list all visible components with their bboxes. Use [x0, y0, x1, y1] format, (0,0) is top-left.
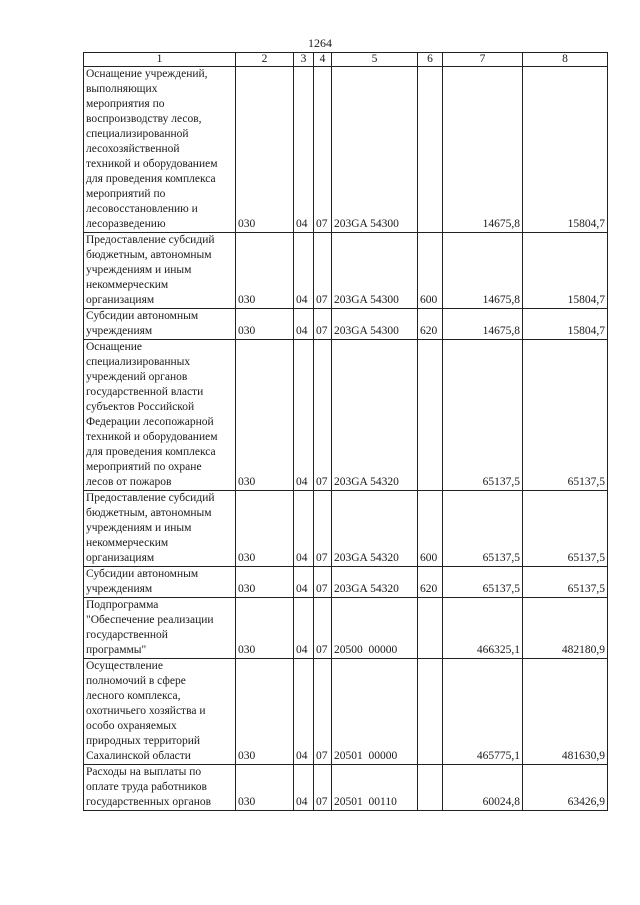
description-line: Субсидии автономным [86, 310, 199, 322]
header-col-3: 3 [294, 53, 314, 67]
description-line: бюджетным, автономным [86, 249, 212, 261]
description-line: бюджетным, автономным [86, 507, 212, 519]
amount-year-2: 15804,7 [523, 309, 608, 340]
amount-year-1: 14675,8 [443, 309, 523, 340]
description-line: учреждениям [86, 583, 153, 595]
target-article-code: 20501 00110 [332, 765, 418, 811]
description-line: лесовосстановлению и [86, 203, 198, 215]
amount-year-1: 466325,1 [443, 598, 523, 659]
target-article-code: 20501 00000 [332, 659, 418, 765]
row-description [84, 67, 236, 233]
ministry-code: 030 [236, 659, 294, 765]
description-line: для проведения комплекса [86, 173, 216, 185]
page-number: 1264 [308, 36, 332, 50]
description-line: некоммерческим [86, 279, 169, 291]
amount-year-1: 60024,8 [443, 765, 523, 811]
subsection-code: 07 [314, 309, 332, 340]
description-line: особо охраняемых [86, 720, 177, 732]
subsection-code: 07 [314, 67, 332, 233]
description-line: охотничьего хозяйства и [86, 705, 206, 717]
table-row [84, 233, 608, 309]
amount-year-1: 65137,5 [443, 491, 523, 567]
section-code: 04 [294, 233, 314, 309]
row-description [84, 233, 236, 309]
amount-year-1: 14675,8 [443, 67, 523, 233]
description-line: государственных органов [86, 796, 212, 808]
section-code: 04 [294, 567, 314, 598]
row-description [84, 598, 236, 659]
header-col-5: 5 [332, 53, 418, 67]
row-description [84, 765, 236, 811]
target-article-code: 20500 00000 [332, 598, 418, 659]
amount-year-2: 63426,9 [523, 765, 608, 811]
section-code: 04 [294, 659, 314, 765]
header-col-1: 1 [84, 53, 236, 67]
target-article-code: 203GA 54300 [332, 67, 418, 233]
subsection-code: 07 [314, 598, 332, 659]
ministry-code: 030 [236, 340, 294, 491]
target-article-code: 203GA 54300 [332, 309, 418, 340]
table-row [84, 567, 608, 598]
row-description [84, 491, 236, 567]
description-line: Предоставление субсидий [86, 234, 215, 246]
expense-type-code: 600 [418, 233, 443, 309]
description-line: выполняющих [86, 83, 158, 95]
section-code: 04 [294, 309, 314, 340]
section-code: 04 [294, 598, 314, 659]
row-description [84, 340, 236, 491]
amount-year-1: 65137,5 [443, 340, 523, 491]
amount-year-2: 65137,5 [523, 491, 608, 567]
description-line: лесного комплекса, [86, 690, 181, 702]
amount-year-2: 15804,7 [523, 233, 608, 309]
amount-year-2: 65137,5 [523, 567, 608, 598]
description-line: природных территорий [86, 735, 201, 747]
subsection-code: 07 [314, 340, 332, 491]
description-line: Сахалинской области [86, 750, 191, 762]
description-line: воспроизводству лесов, [86, 113, 202, 125]
description-line: организациям [86, 552, 155, 564]
subsection-code: 07 [314, 567, 332, 598]
description-line: специализированных [86, 356, 191, 368]
description-line: мероприятий по охране [86, 461, 202, 473]
table-body [84, 67, 608, 811]
table-row [84, 309, 608, 340]
amount-year-2: 482180,9 [523, 598, 608, 659]
description-line: лесоразведению [86, 218, 166, 230]
expense-type-code [418, 598, 443, 659]
table-row [84, 598, 608, 659]
table-row [84, 659, 608, 765]
table-row [84, 340, 608, 491]
expense-type-code [418, 659, 443, 765]
amount-year-2: 65137,5 [523, 340, 608, 491]
description-line: субъектов Российской [86, 401, 195, 413]
ministry-code: 030 [236, 765, 294, 811]
description-line: мероприятия по [86, 98, 165, 110]
description-line: учреждениям [86, 325, 153, 337]
header-row [84, 53, 608, 67]
row-description [84, 309, 236, 340]
row-description [84, 567, 236, 598]
expense-type-code: 620 [418, 309, 443, 340]
description-line: Расходы на выплаты по [86, 766, 202, 778]
table-row [84, 67, 608, 233]
header-col-7: 7 [443, 53, 523, 67]
header-col-2: 2 [236, 53, 294, 67]
description-line: мероприятий по [86, 188, 166, 200]
description-line: Федерации лесопожарной [86, 416, 214, 428]
section-code: 04 [294, 765, 314, 811]
expense-type-code [418, 765, 443, 811]
description-line: организациям [86, 294, 155, 306]
description-line: оплате труда работников [86, 781, 207, 793]
description-line: учреждений органов [86, 371, 188, 383]
subsection-code: 07 [314, 491, 332, 567]
target-article-code: 203GA 54320 [332, 567, 418, 598]
amount-year-1: 65137,5 [443, 567, 523, 598]
description-line: учреждениям и иным [86, 264, 192, 276]
ministry-code: 030 [236, 491, 294, 567]
amount-year-2: 15804,7 [523, 67, 608, 233]
expense-type-code [418, 340, 443, 491]
description-line: полномочий в сфере [86, 675, 186, 687]
description-line: Оснащение [86, 341, 143, 353]
header-col-6: 6 [418, 53, 443, 67]
target-article-code: 203GA 54320 [332, 340, 418, 491]
table-row [84, 491, 608, 567]
ministry-code: 030 [236, 233, 294, 309]
description-line: Оснащение учреждений, [86, 68, 208, 80]
target-article-code: 203GA 54320 [332, 491, 418, 567]
description-line: лесов от пожаров [86, 476, 172, 488]
section-code: 04 [294, 340, 314, 491]
amount-year-2: 481630,9 [523, 659, 608, 765]
description-line: учреждениям и иным [86, 522, 192, 534]
amount-year-1: 465775,1 [443, 659, 523, 765]
section-code: 04 [294, 491, 314, 567]
description-line: Предоставление субсидий [86, 492, 215, 504]
expense-type-code: 600 [418, 491, 443, 567]
description-line: для проведения комплекса [86, 446, 216, 458]
ministry-code: 030 [236, 598, 294, 659]
description-line: программы" [86, 644, 147, 656]
description-line: "Обеспечение реализации [86, 614, 214, 626]
description-line: государственной власти [86, 386, 204, 398]
description-line: Осуществление [86, 660, 163, 672]
ministry-code: 030 [236, 567, 294, 598]
description-line: государственной [86, 629, 168, 641]
subsection-code: 07 [314, 765, 332, 811]
description-line: Субсидии автономным [86, 568, 199, 580]
description-line: специализированной [86, 128, 189, 140]
amount-year-1: 14675,8 [443, 233, 523, 309]
table-row [84, 765, 608, 811]
ministry-code: 030 [236, 67, 294, 233]
subsection-code: 07 [314, 659, 332, 765]
target-article-code: 203GA 54300 [332, 233, 418, 309]
row-description [84, 659, 236, 765]
expense-type-code: 620 [418, 567, 443, 598]
description-line: Подпрограмма [86, 599, 159, 611]
description-line: техникой и оборудованием [86, 158, 218, 170]
ministry-code: 030 [236, 309, 294, 340]
description-line: некоммерческим [86, 537, 169, 549]
expense-type-code [418, 67, 443, 233]
section-code: 04 [294, 67, 314, 233]
header-col-8: 8 [523, 53, 608, 67]
budget-table [83, 52, 608, 811]
subsection-code: 07 [314, 233, 332, 309]
description-line: техникой и оборудованием [86, 431, 218, 443]
header-col-4: 4 [314, 53, 332, 67]
description-line: лесохозяйственной [86, 143, 180, 155]
